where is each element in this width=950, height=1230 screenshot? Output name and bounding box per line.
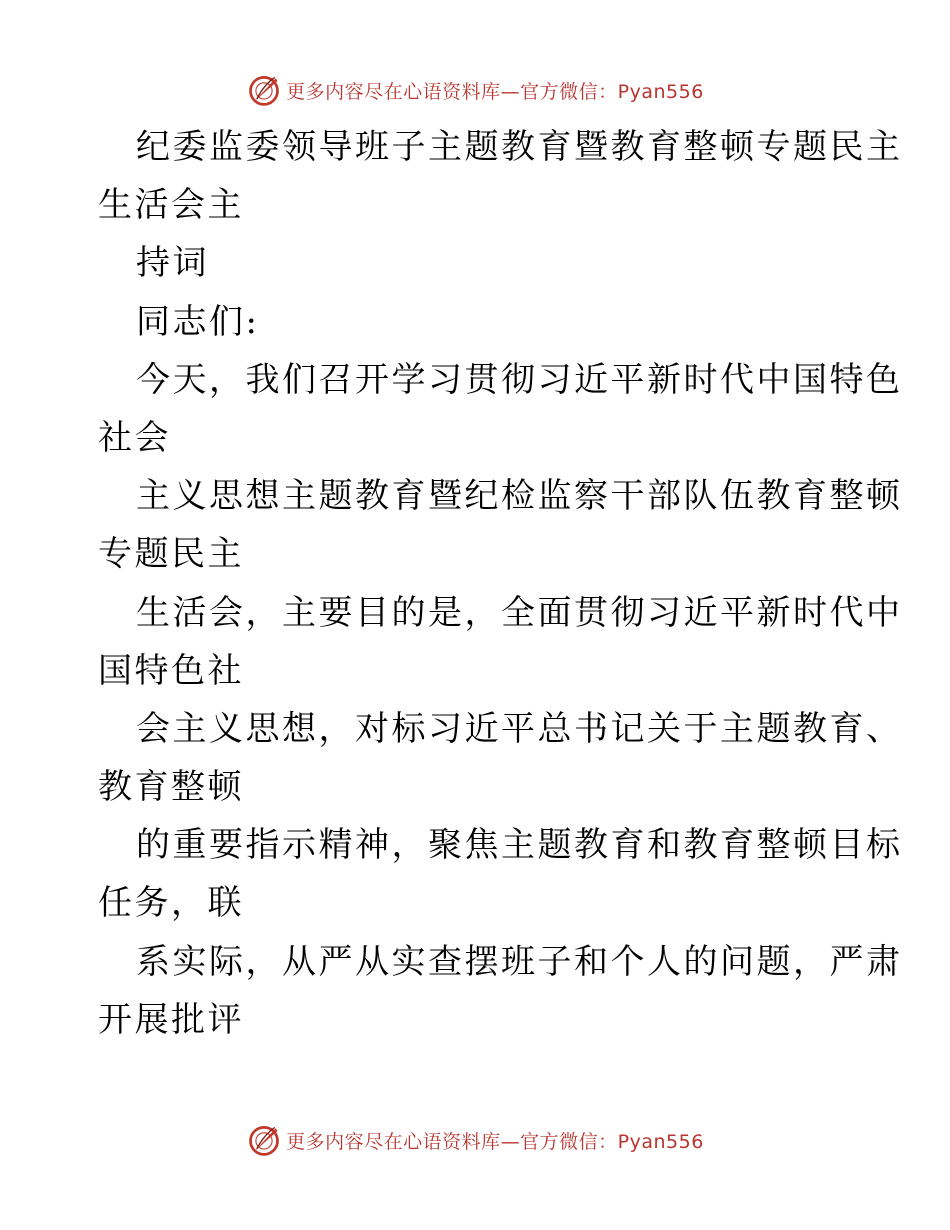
doc-line: 主义思想主题教育暨纪检监察干部队伍教育整顿 — [136, 476, 903, 517]
footer-banner — [0, 1120, 950, 1160]
header-banner-text: 更多内容尽在心语资料库—官方微信：Pyan556 — [286, 80, 704, 103]
doc-line: 持词 — [136, 243, 209, 284]
doc-line: 教育整顿 — [98, 767, 244, 808]
doc-line: 同志们: — [136, 301, 260, 342]
doc-line: 开展批评 — [98, 999, 244, 1040]
doc-line: 今天，我们召开学习贯彻习近平新时代中国特色 — [136, 359, 903, 400]
quill-seal-logo-icon — [246, 72, 282, 108]
doc-line: 系实际，从严从实查摆班子和个人的问题，严肃 — [136, 941, 903, 982]
doc-line: 国特色社 — [98, 650, 244, 691]
doc-line: 会主义思想，对标习近平总书记关于主题教育、 — [136, 708, 903, 749]
footer-banner-text: 更多内容尽在心语资料库—官方微信：Pyan556 — [286, 1130, 704, 1153]
quill-seal-logo-icon — [246, 1122, 282, 1158]
doc-line: 专题民主 — [98, 534, 244, 575]
doc-line: 生活会，主要目的是，全面贯彻习近平新时代中 — [136, 592, 903, 633]
doc-line: 任务，联 — [98, 883, 244, 924]
doc-line: 生活会主 — [98, 185, 244, 226]
doc-line: 社会 — [98, 417, 171, 458]
header-banner — [0, 70, 950, 110]
doc-line: 的重要指示精神，聚焦主题教育和教育整顿目标 — [136, 825, 903, 866]
doc-line: 纪委监委领导班子主题教育暨教育整顿专题民主 — [136, 127, 903, 167]
document-body — [98, 118, 903, 1049]
